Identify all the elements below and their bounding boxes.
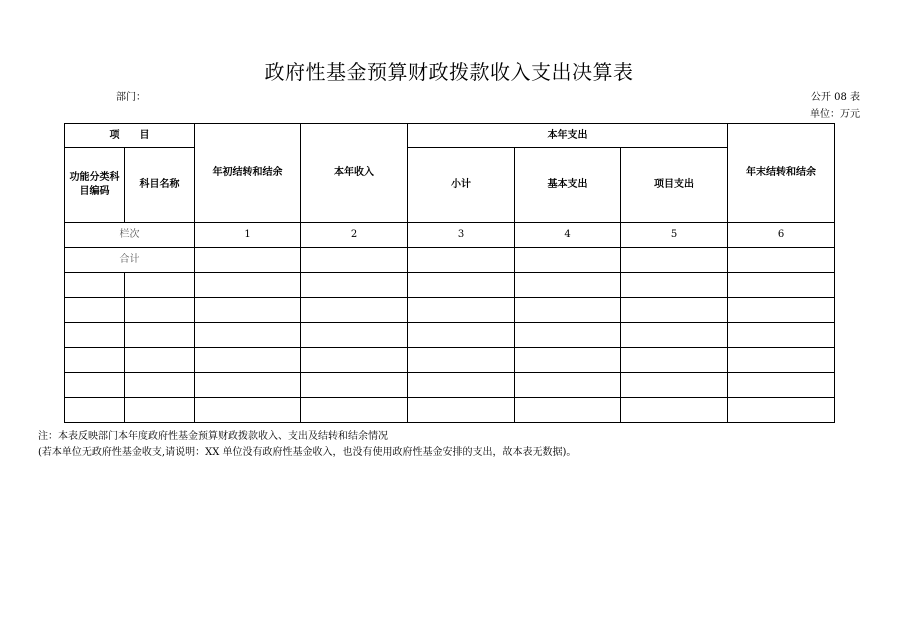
table-cell xyxy=(621,348,728,373)
table-cell xyxy=(515,323,621,348)
col-number-1: 1 xyxy=(195,223,301,248)
row-total-label: 合计 xyxy=(65,248,195,273)
budget-table xyxy=(64,123,835,423)
table-cell xyxy=(301,298,408,323)
table-cell xyxy=(125,398,195,423)
table-cell xyxy=(515,298,621,323)
table-row xyxy=(65,398,835,423)
table-cell xyxy=(65,373,125,398)
total-cell xyxy=(195,248,301,273)
table-cell xyxy=(728,398,835,423)
table-cell xyxy=(125,348,195,373)
form-number: 公开 08 表 xyxy=(810,92,860,103)
table-cell xyxy=(125,323,195,348)
table-cell xyxy=(125,373,195,398)
table-cell xyxy=(408,348,515,373)
table-cell xyxy=(195,273,301,298)
table-cell xyxy=(408,273,515,298)
unit-label: 单位：万元 xyxy=(810,109,860,120)
table-cell xyxy=(301,273,408,298)
table-cell xyxy=(728,273,835,298)
table-cell xyxy=(621,398,728,423)
page-title: 政府性基金预算财政拨款收入支出决算表 xyxy=(264,60,634,84)
header-expense-group: 本年支出 xyxy=(408,124,728,148)
total-cell xyxy=(301,248,408,273)
table-row xyxy=(65,373,835,398)
table-cell xyxy=(728,348,835,373)
row-index-label: 栏次 xyxy=(65,223,195,248)
table-row xyxy=(65,298,835,323)
col-number-6: 6 xyxy=(728,223,835,248)
total-cell xyxy=(408,248,515,273)
header-item-group: 项 目 xyxy=(65,124,195,148)
table-cell xyxy=(65,323,125,348)
total-cell xyxy=(728,248,835,273)
table-cell xyxy=(728,373,835,398)
table-cell xyxy=(125,298,195,323)
table-cell xyxy=(621,298,728,323)
table-row xyxy=(65,323,835,348)
table-cell xyxy=(301,348,408,373)
table-cell xyxy=(65,398,125,423)
table-cell xyxy=(301,323,408,348)
table-cell xyxy=(728,298,835,323)
header-basic-expense: 基本支出 xyxy=(515,148,621,223)
table-cell xyxy=(301,373,408,398)
table-cell xyxy=(125,273,195,298)
table-row xyxy=(65,348,835,373)
table-cell xyxy=(515,273,621,298)
department-label: 部门： xyxy=(116,92,146,103)
total-cell xyxy=(515,248,621,273)
table-cell xyxy=(195,398,301,423)
header-project-expense: 项目支出 xyxy=(621,148,728,223)
header-subject-name: 科目名称 xyxy=(125,148,195,223)
col-number-2: 2 xyxy=(301,223,408,248)
table-cell xyxy=(195,373,301,398)
table-cell xyxy=(728,323,835,348)
table-cell xyxy=(408,373,515,398)
table-cell xyxy=(408,323,515,348)
header-subtotal: 小计 xyxy=(408,148,515,223)
table-cell xyxy=(621,273,728,298)
table-cell xyxy=(65,273,125,298)
table-cell xyxy=(65,348,125,373)
col-number-4: 4 xyxy=(515,223,621,248)
table-cell xyxy=(195,323,301,348)
col-number-3: 3 xyxy=(408,223,515,248)
table-cell xyxy=(515,348,621,373)
col-number-5: 5 xyxy=(621,223,728,248)
table-cell xyxy=(195,348,301,373)
table-cell xyxy=(621,373,728,398)
note-no-data-explanation: (若本单位无政府性基金收支,请说明：XX 单位没有政府性基金收入，也没有使用政府性基金安排的支出，故本表无数据)。 xyxy=(38,447,577,458)
total-cell xyxy=(621,248,728,273)
table-cell xyxy=(515,373,621,398)
table-cell xyxy=(195,298,301,323)
header-current-income: 本年收入 xyxy=(301,124,408,223)
table-row xyxy=(65,273,835,298)
header-function-code: 功能分类科目编码 xyxy=(65,148,125,223)
table-cell xyxy=(408,398,515,423)
table-cell xyxy=(621,323,728,348)
table-cell xyxy=(301,398,408,423)
table-cell xyxy=(515,398,621,423)
table-cell xyxy=(408,298,515,323)
note-description: 注：本表反映部门本年度政府性基金预算财政拨款收入、支出及结转和结余情况 xyxy=(38,431,388,442)
table-cell xyxy=(65,298,125,323)
header-end-balance: 年末结转和结余 xyxy=(728,124,835,223)
header-begin-balance: 年初结转和结余 xyxy=(195,124,301,223)
